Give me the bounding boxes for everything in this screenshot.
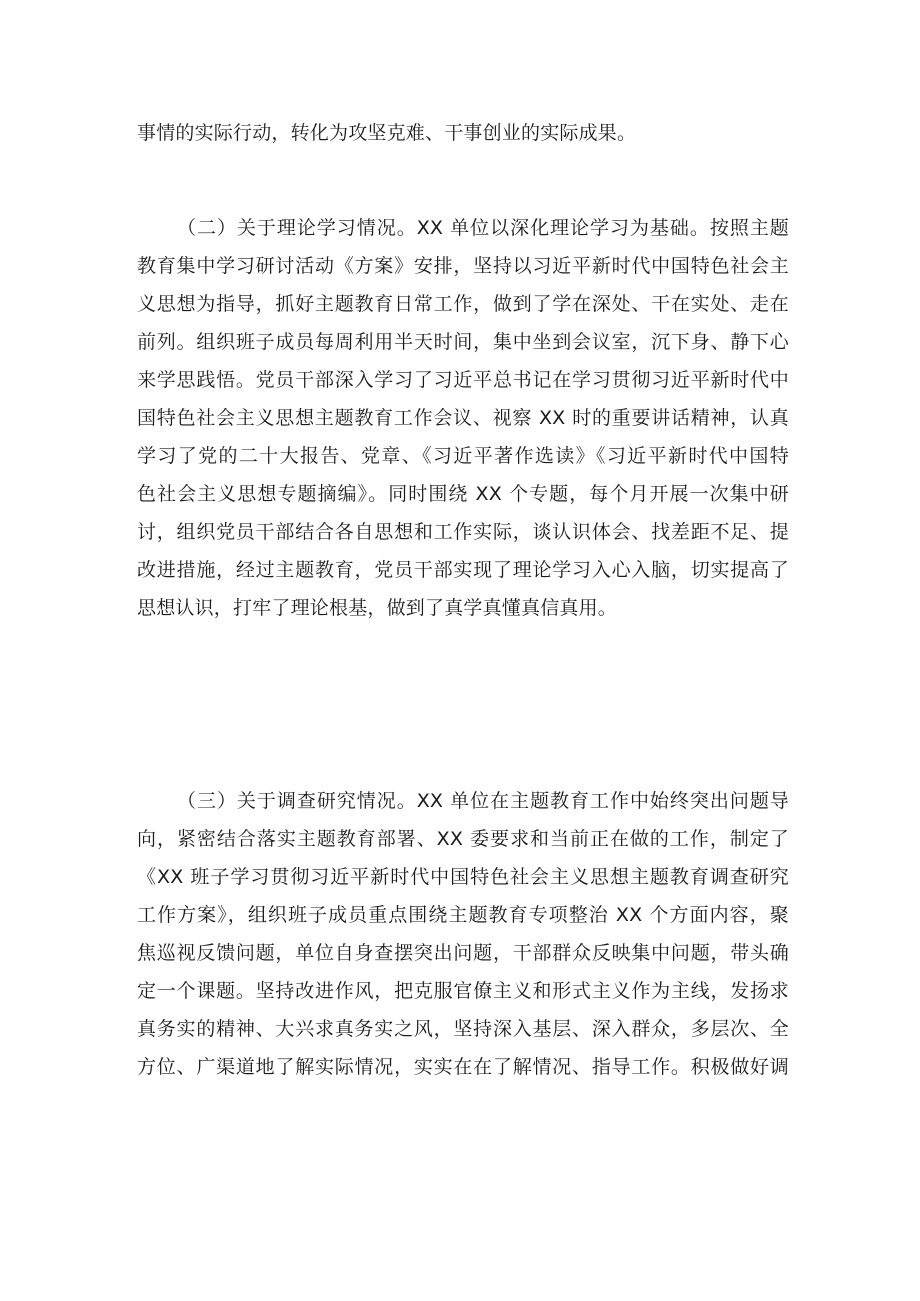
section-heading-line: （二）关于理论学习情况。XX 单位以深化理论学习为基础。按照主题 [177, 217, 789, 239]
paragraph-line: 工作方案》，组织班子成员重点围绕主题教育专项整治 XX 个方面内容，聚 [137, 904, 789, 926]
paragraph-line: 焦巡视反馈问题，单位自身查摆突出问题，干部群众反映集中问题，带头确 [137, 942, 789, 964]
paragraph-line: 改进措施，经过主题教育，党员干部实现了理论学习入心入脑，切实提高了 [137, 559, 789, 581]
paragraph-line: 教育集中学习研讨活动《方案》安排，坚持以习近平新时代中国特色社会主 [137, 255, 789, 277]
paragraph-line: 向，紧密结合落实主题教育部署、XX 委要求和当前正在做的工作，制定了 [137, 828, 789, 850]
paragraph-line: 思想认识，打牢了理论根基，做到了真学真懂真信真用。 [137, 597, 618, 619]
paragraph-line: 国特色社会主义思想主题教育工作会议、视察 XX 时的重要讲话精神，认真 [137, 407, 789, 429]
section-heading-line: （三）关于调查研究情况。XX 单位在主题教育工作中始终突出问题导 [177, 790, 789, 812]
paragraph-line: 《XX 班子学习贯彻习近平新时代中国特色社会主义思想主题教育调查研究 [137, 866, 789, 888]
paragraph-line: 色社会主义思想专题摘编》。同时围绕 XX 个专题，每个月开展一次集中研 [137, 483, 789, 505]
paragraph-line: 真务实的精神、大兴求真务实之风，坚持深入基层、深入群众，多层次、全 [137, 1018, 789, 1040]
paragraph-line: 事情的实际行动，转化为攻坚克难、干事创业的实际成果。 [137, 122, 637, 144]
paragraph-line: 定一个课题。坚持改进作风，把克服官僚主义和形式主义作为主线，发扬求 [137, 980, 789, 1002]
paragraph-line: 方位、广渠道地了解实际情况，实实在在了解情况、指导工作。积极做好调 [137, 1056, 789, 1078]
paragraph-line: 义思想为指导，抓好主题教育日常工作，做到了学在深处、干在实处、走在 [137, 293, 789, 315]
paragraph-line: 讨，组织党员干部结合各自思想和工作实际，谈认识体会、找差距不足、提 [137, 521, 789, 543]
paragraph-line: 来学思践悟。党员干部深入学习了习近平总书记在学习贯彻习近平新时代中 [137, 369, 789, 391]
paragraph-line: 学习了党的二十大报告、党章、《习近平著作选读》《习近平新时代中国特 [137, 445, 789, 467]
paragraph-line: 前列。组织班子成员每周利用半天时间，集中坐到会议室，沉下身、静下心 [137, 331, 789, 353]
